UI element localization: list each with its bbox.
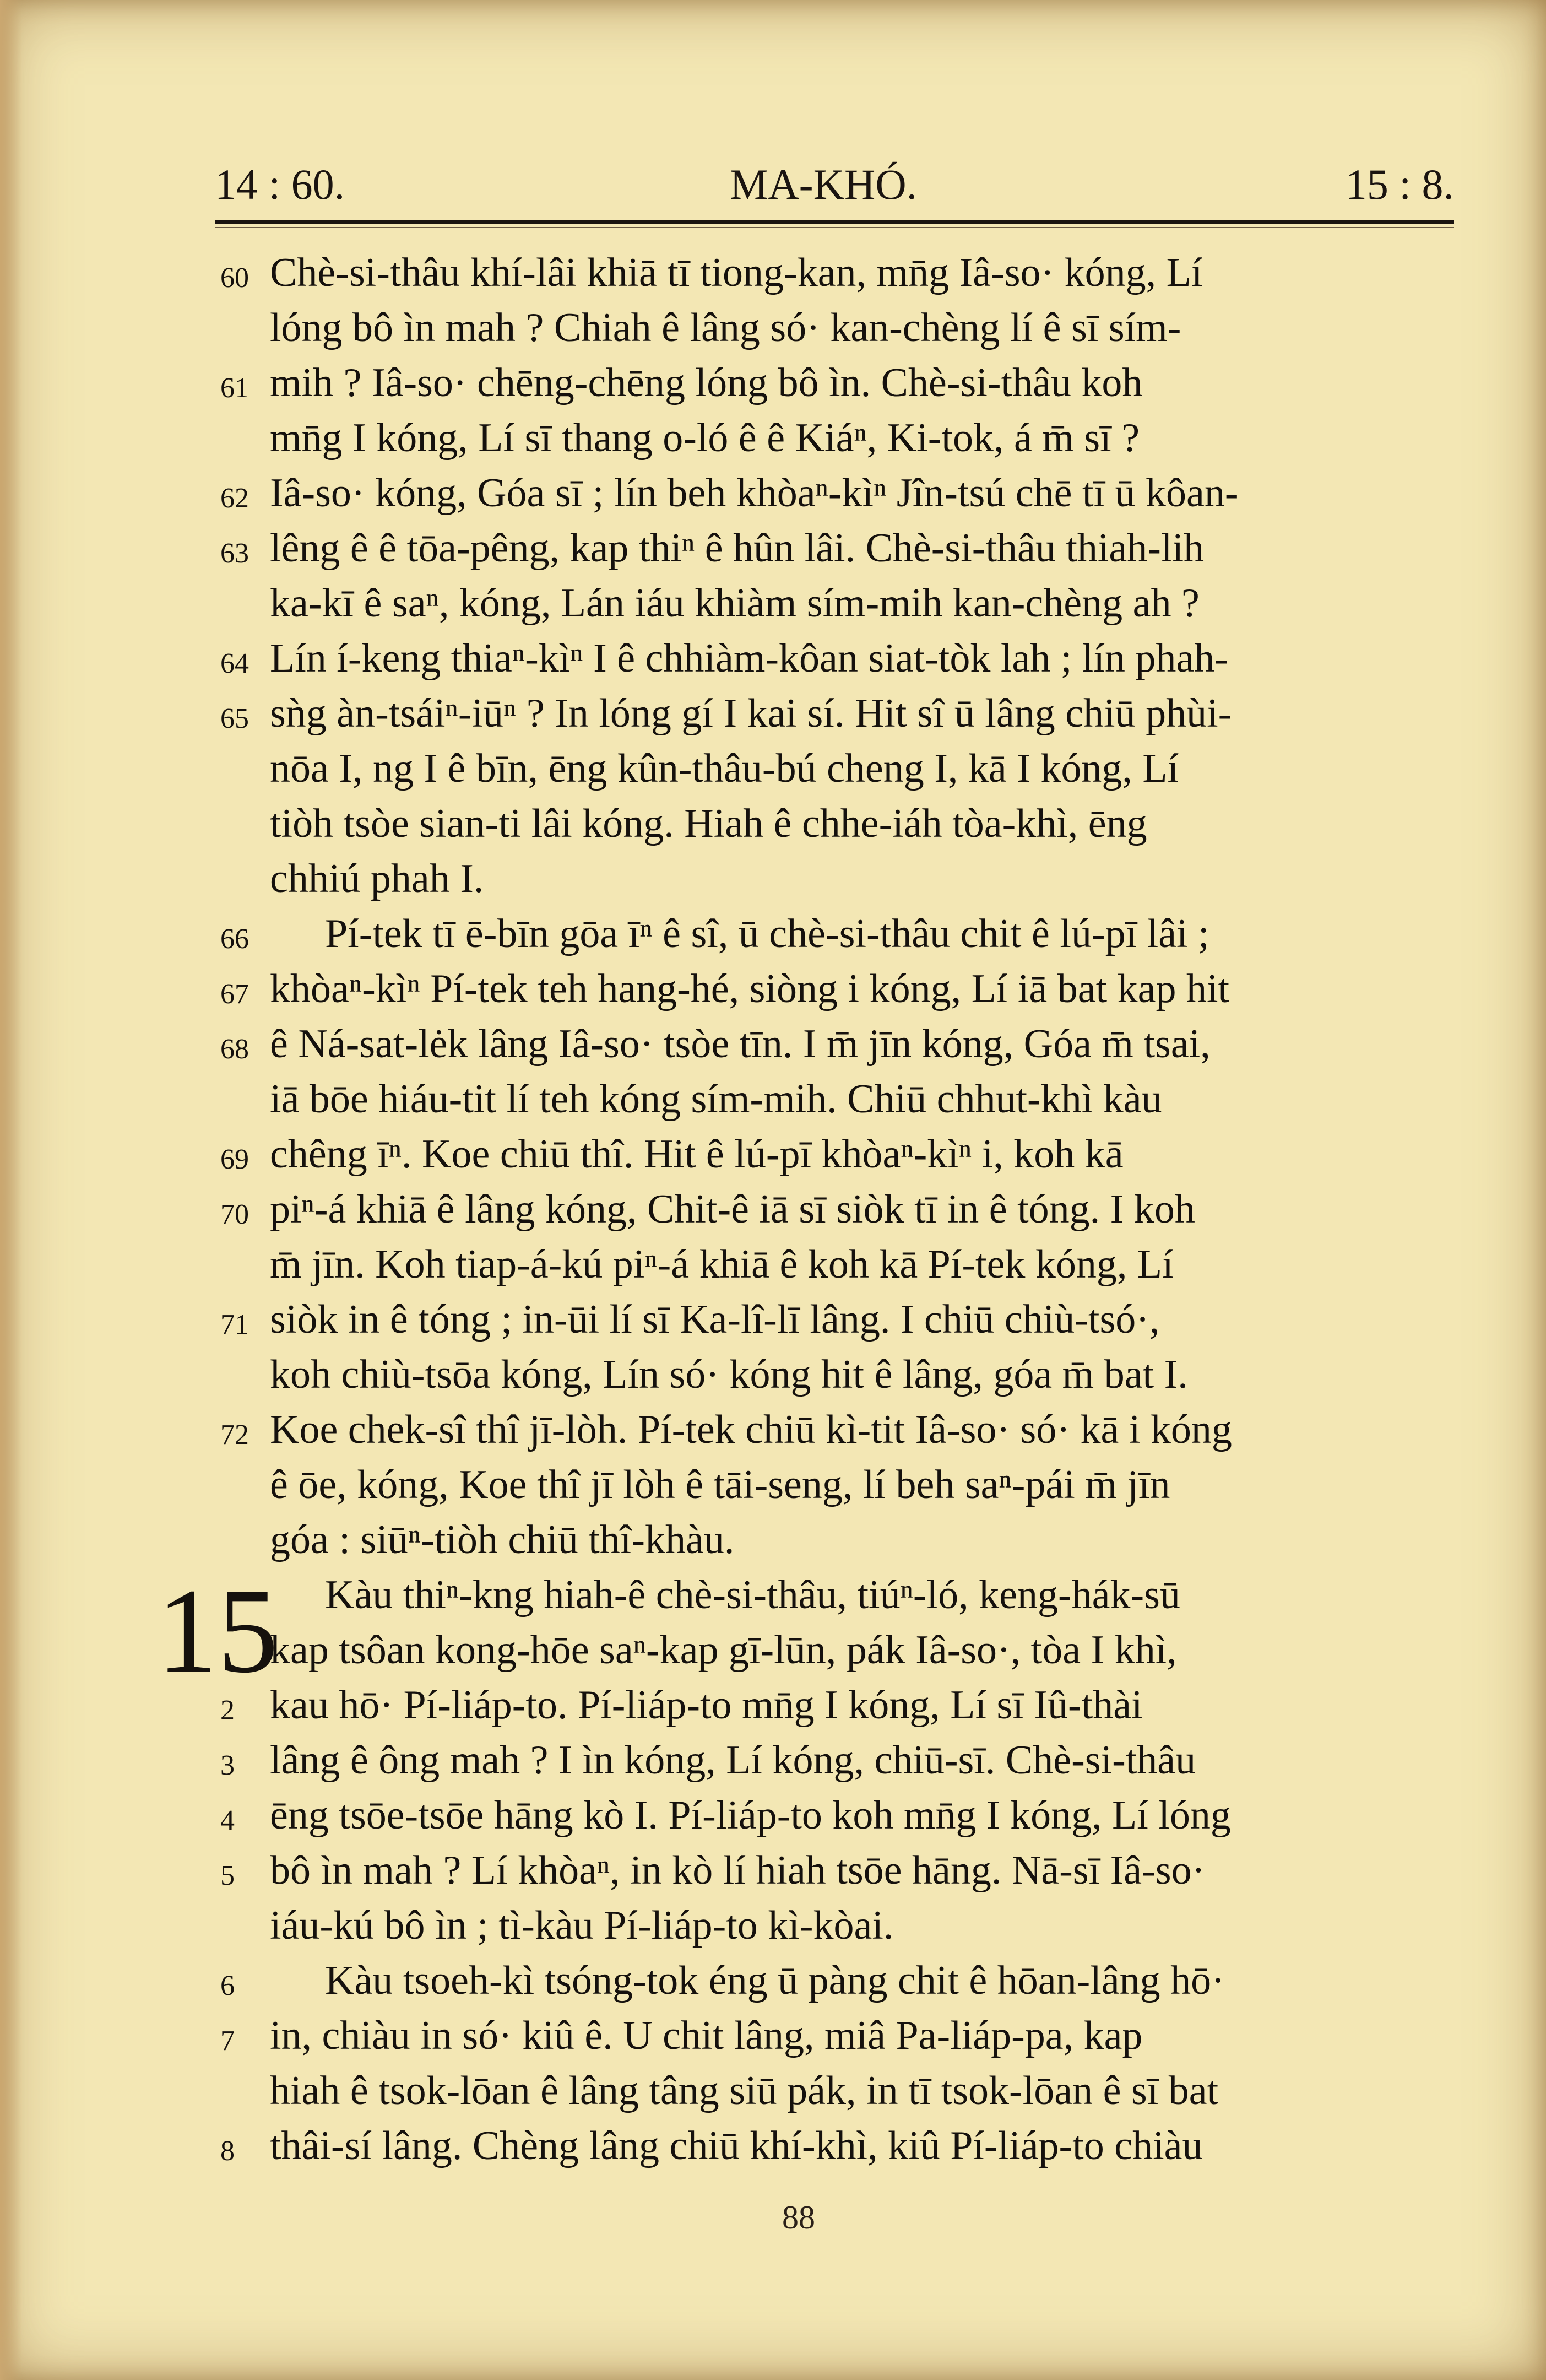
verse-number: 4 xyxy=(220,1805,235,1836)
text-line: iā bōe hiáu-tit lí teh kóng sím-mih. Chiū chhut-khì kàu xyxy=(270,1077,1162,1122)
text-line: chhiú phah I. xyxy=(270,856,484,901)
text-line: nōa I, ng I ê bīn, ēng kûn-thâu-bú cheng I, kā I kóng, Lí xyxy=(270,746,1179,791)
text-line: lâng ê ông mah ? I ìn kóng, Lí kóng, chiū-sī. Chè-si-thâu xyxy=(270,1738,1196,1783)
verse-number: 68 xyxy=(220,1034,249,1065)
text-line: Chè-si-thâu khí-lâi khiā tī tiong-kan, mn̄g Iâ-so· kóng, Lí xyxy=(270,250,1203,295)
text-line: siòk in ê tóng ; in-ūi lí sī Ka-lî-lī lâng. I chiū chiù-tsó·, xyxy=(270,1297,1160,1342)
text-line: mih ? Iâ-so· chēng-chēng lóng bô ìn. Chè-si-thâu koh xyxy=(270,360,1143,405)
text-line: khòaⁿ-kìⁿ Pí-tek teh hang-hé, siòng i kóng, Lí iā bat kap hit xyxy=(270,966,1230,1012)
page-number: 88 xyxy=(782,2199,815,2236)
text-line: góa : siūⁿ-tiòh chiū thî-khàu. xyxy=(270,1517,735,1562)
verse-number: 63 xyxy=(220,538,249,569)
header-right-reference: 15 : 8. xyxy=(1345,160,1454,208)
verse-number: 72 xyxy=(220,1419,249,1451)
running-header xyxy=(215,154,1454,215)
text-line: ēng tsōe-tsōe hāng kò I. Pí-liáp-to koh mn̄g I kóng, Lí lóng xyxy=(270,1793,1231,1838)
chapter-number: 15 xyxy=(157,1564,278,1698)
text-line: piⁿ-á khiā ê lâng kóng, Chit-ê iā sī siòk tī in ê tóng. I koh xyxy=(270,1187,1195,1232)
text-line: hiah ê tsok-lōan ê lâng tâng siū pák, in tī tsok-lōan ê sī bat xyxy=(270,2068,1219,2113)
verse-number: 65 xyxy=(220,703,249,734)
verse-number: 61 xyxy=(220,372,249,404)
verse-number: 60 xyxy=(220,262,249,294)
verse-number: 7 xyxy=(220,2025,235,2057)
header-book-title: MA-KHÓ. xyxy=(730,160,918,208)
text-line: Kàu tsoeh-kì tsóng-tok éng ū pàng chit ê hōan-lâng hō· xyxy=(325,1958,1225,2003)
header-left-reference: 14 : 60. xyxy=(215,160,345,208)
text-line: Kàu thiⁿ-kng hiah-ê chè-si-thâu, tiúⁿ-ló, keng-hák-sū xyxy=(325,1572,1180,1618)
verse-number: 8 xyxy=(220,2135,235,2167)
verse-number: 67 xyxy=(220,978,249,1010)
text-line: bô ìn mah ? Lí khòaⁿ, in kò lí hiah tsōe hāng. Nā-sī Iâ-so· xyxy=(270,1848,1206,1893)
text-line: chêng īⁿ. Koe chiū thî. Hit ê lú-pī khòaⁿ-kìⁿ i, koh kā xyxy=(270,1132,1124,1177)
text-line: mn̄g I kóng, Lí sī thang o-ló ê ê Kiáⁿ, Ki-tok, á m̄ sī ? xyxy=(270,415,1140,461)
text-line: lêng ê ê tōa-pêng, kap thiⁿ ê hûn lâi. Chè-si-thâu thiah-lih xyxy=(270,526,1205,571)
verse-number: 5 xyxy=(220,1860,235,1891)
text-line: in, chiàu in só· kiû ê. U chit lâng, miâ Pa-liáp-pa, kap xyxy=(270,2013,1143,2058)
text-line: thâi-sí lâng. Chèng lâng chiū khí-khì, kiû Pí-liáp-to chiàu xyxy=(270,2123,1203,2168)
text-line: ê Ná-sat-lėk lâng Iâ-so· tsòe tīn. I m̄ jīn kóng, Góa m̄ tsai, xyxy=(270,1021,1211,1067)
text-line: lóng bô ìn mah ? Chiah ê lâng só· kan-chèng lí ê sī sím- xyxy=(270,305,1181,350)
text-line: kau hō· Pí-liáp-to. Pí-liáp-to mn̄g I kóng, Lí sī Iû-thài xyxy=(270,1683,1143,1728)
header-rule xyxy=(215,220,1454,224)
body-text xyxy=(270,245,1449,2168)
text-line: koh chiù-tsōa kóng, Lín só· kóng hit ê lâng, góa m̄ bat I. xyxy=(270,1352,1188,1397)
verse-number: 2 xyxy=(220,1695,235,1726)
text-line: Pí-tek tī ē-bīn gōa īⁿ ê sî, ū chè-si-thâu chit ê lú-pī lâi ; xyxy=(325,911,1209,956)
text-line: kap tsôan kong-hōe saⁿ-kap gī-lūn, pák Iâ-so·, tòa I khì, xyxy=(270,1627,1177,1673)
text-line: ka-kī ê saⁿ, kóng, Lán iáu khiàm sím-mih kan-chèng ah ? xyxy=(270,581,1200,626)
verse-number: 70 xyxy=(220,1199,249,1230)
text-line: sǹg àn-tsáiⁿ-iūⁿ ? In lóng gí I kai sí. Hit sî ū lâng chiū phùi- xyxy=(270,691,1232,736)
verse-number: 69 xyxy=(220,1144,249,1175)
verse-number: 71 xyxy=(220,1309,249,1340)
text-line: Lín í-keng thiaⁿ-kìⁿ I ê chhiàm-kôan siat-tòk lah ; lín phah- xyxy=(270,636,1228,681)
text-line: Iâ-so· kóng, Góa sī ; lín beh khòaⁿ-kìⁿ Jîn-tsú chē tī ū kôan- xyxy=(270,470,1239,516)
verse-number: 3 xyxy=(220,1750,235,1781)
verse-number: 64 xyxy=(220,648,249,679)
verse-number: 66 xyxy=(220,923,249,955)
header-rule-thin xyxy=(215,227,1454,228)
text-line: Koe chek-sî thî jī-lòh. Pí-tek chiū kì-tit Iâ-so· só· kā i kóng xyxy=(270,1407,1232,1452)
verse-number: 6 xyxy=(220,1970,235,2002)
text-line: tiòh tsòe sian-ti lâi kóng. Hiah ê chhe-iáh tòa-khì, ēng xyxy=(270,801,1147,846)
text-line: ê ōe, kóng, Koe thî jī lòh ê tāi-seng, lí beh saⁿ-pái m̄ jīn xyxy=(270,1462,1170,1507)
text-line: m̄ jīn. Koh tiap-á-kú piⁿ-á khiā ê koh kā Pí-tek kóng, Lí xyxy=(270,1242,1174,1287)
verse-number: 62 xyxy=(220,483,249,514)
text-line: iáu-kú bô ìn ; tì-kàu Pí-liáp-to kì-kòai. xyxy=(270,1903,894,1948)
